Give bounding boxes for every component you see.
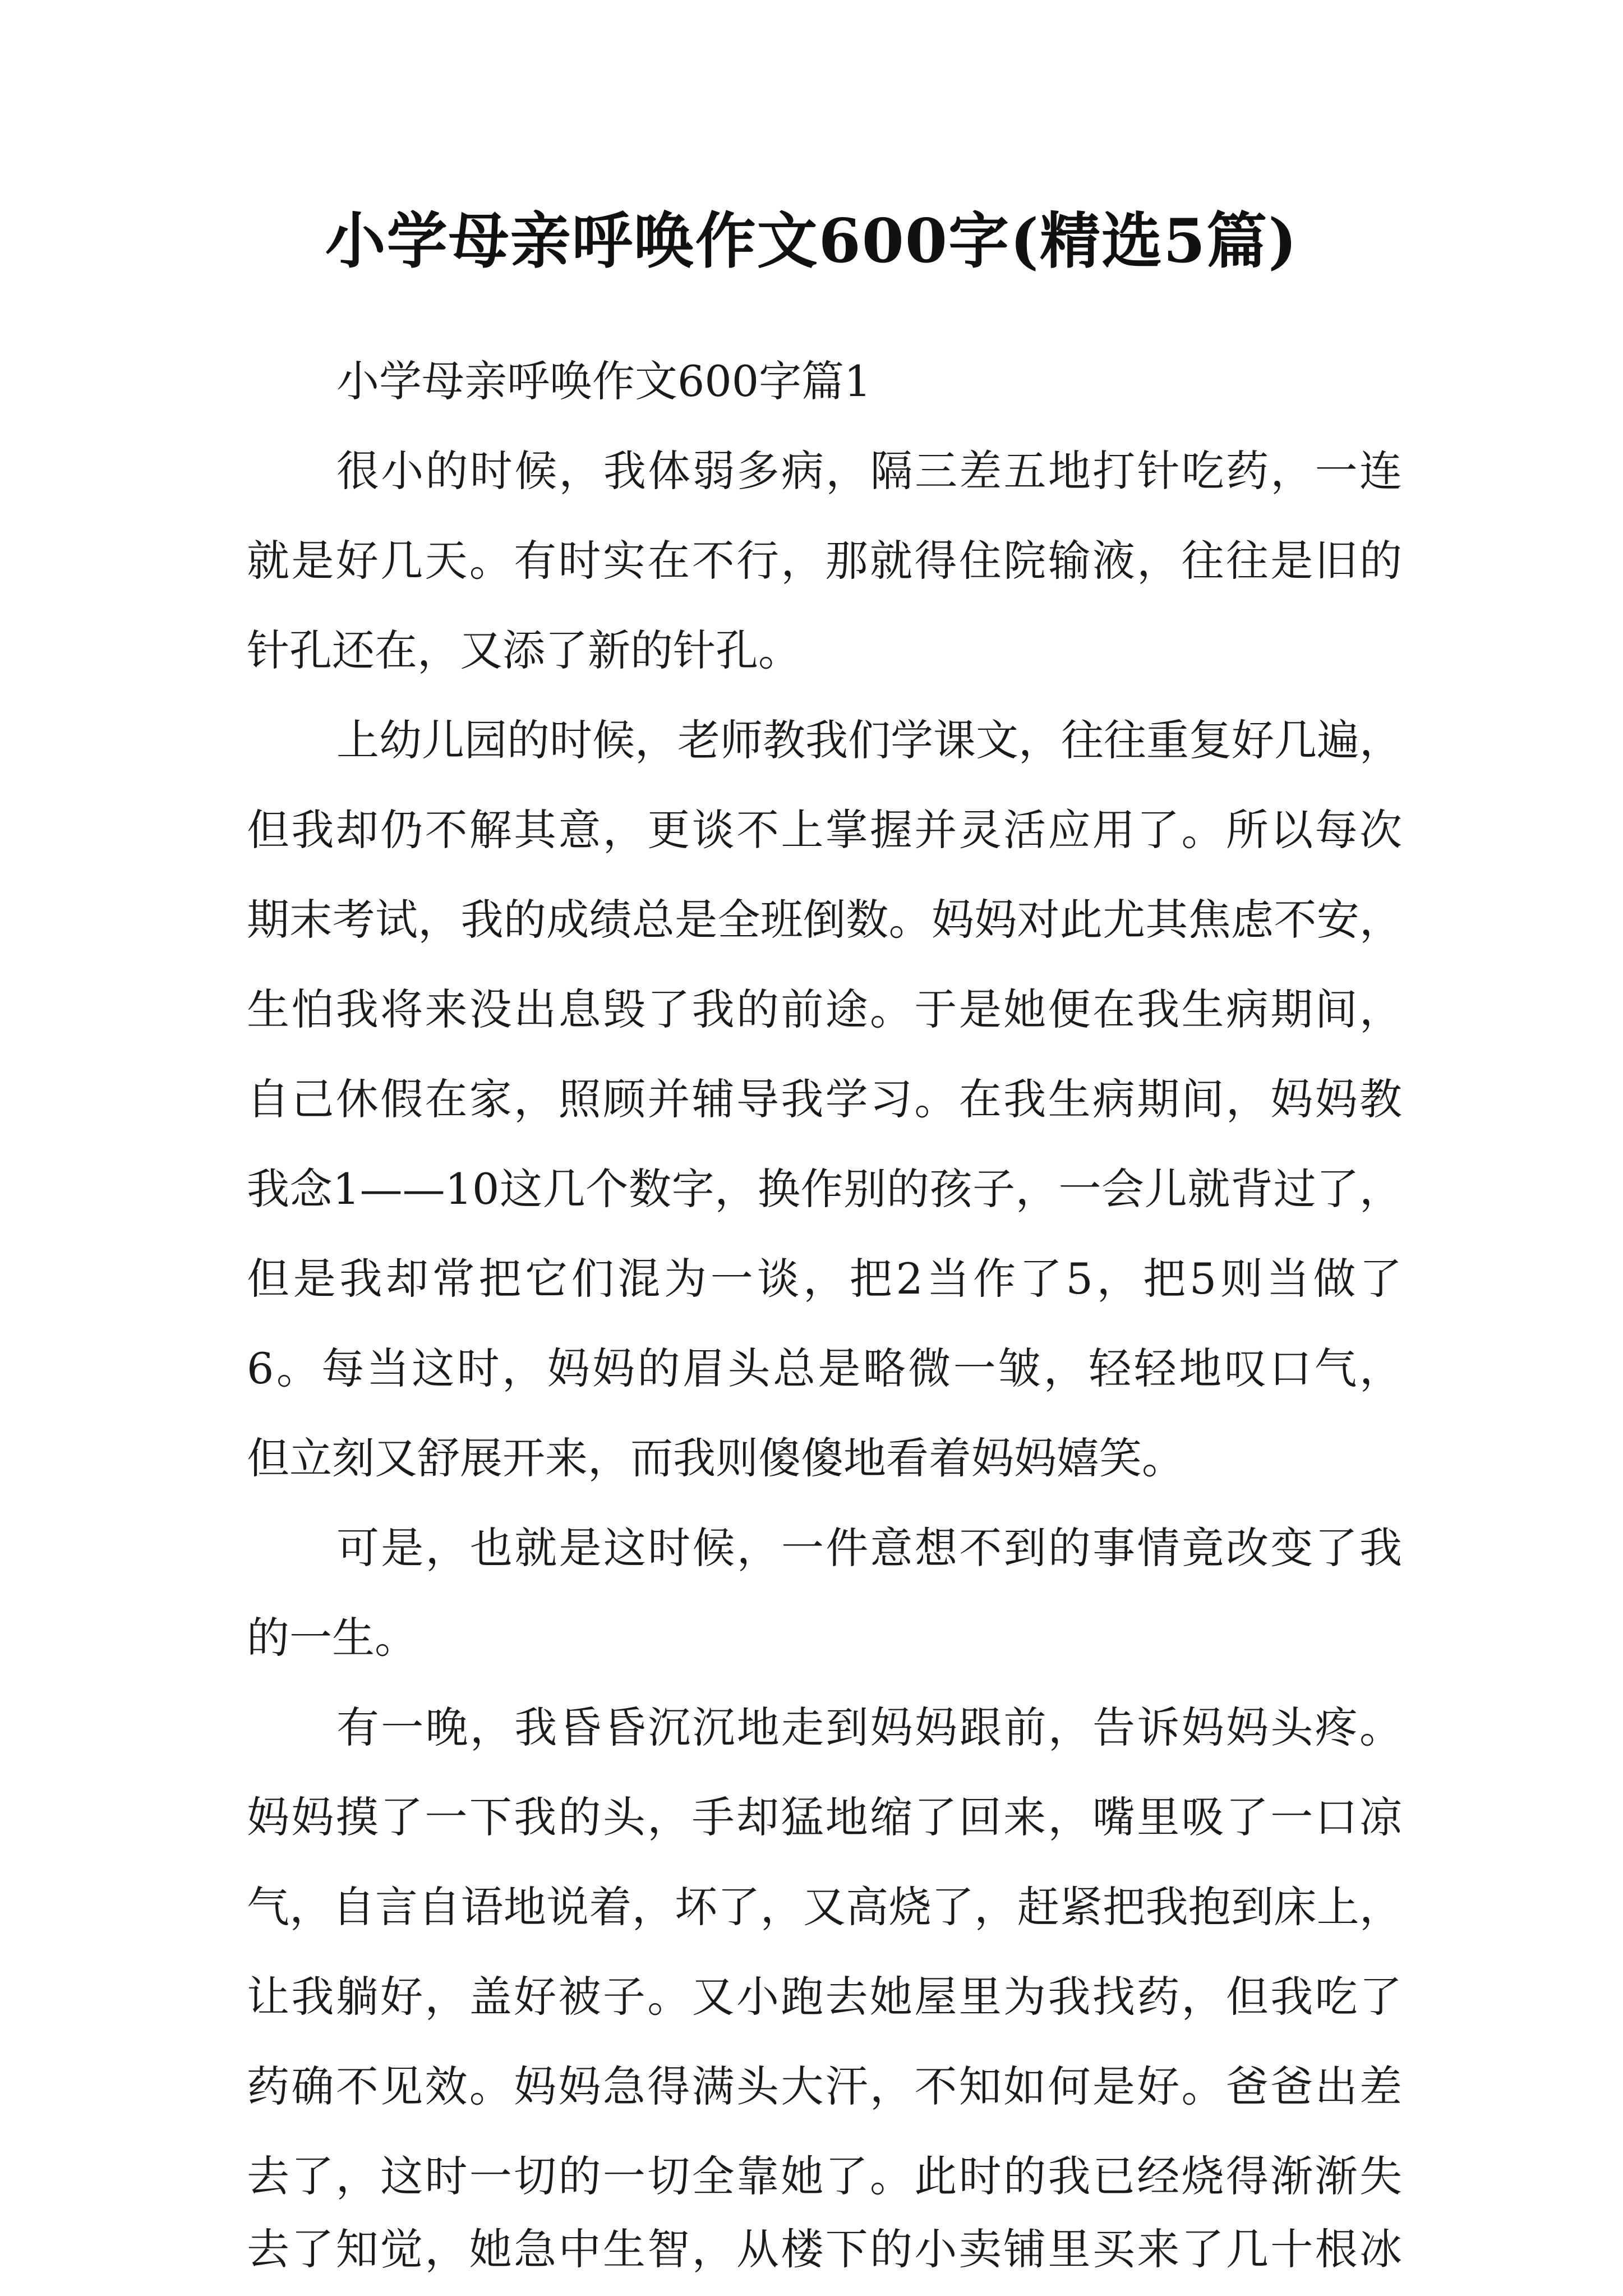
- paragraph-line: 的一生。: [247, 1613, 417, 1663]
- paragraph-line: 气，自言自语地说着，坏了，又高烧了，赶紧把我抱到床上，: [247, 1882, 1402, 1932]
- paragraph-line: 让我躺好，盖好被子。又小跑去她屋里为我找药，但我吃了: [247, 1972, 1402, 2022]
- paragraph-line: 生怕我将来没出息毁了我的前途。于是她便在我生病期间，: [247, 984, 1402, 1034]
- section-heading: 小学母亲呼唤作文600字篇1: [336, 356, 872, 406]
- paragraph-line: 针孔还在，又添了新的针孔。: [247, 625, 801, 675]
- paragraph-line: 期末考试，我的成绩总是全班倒数。妈妈对此尤其焦虑不安，: [247, 895, 1402, 945]
- paragraph-line: 妈妈摸了一下我的头，手却猛地缩了回来，嘴里吸了一口凉: [247, 1792, 1402, 1842]
- paragraph-line: 但我却仍不解其意，更谈不上掌握并灵活应用了。所以每次: [247, 805, 1402, 855]
- paragraph-line: 但是我却常把它们混为一谈，把2当作了5，把5则当做了: [247, 1254, 1402, 1304]
- paragraph-line: 去了，这时一切的一切全靠她了。此时的我已经烧得渐渐失: [247, 2151, 1402, 2201]
- paragraph-line: 去了知觉，她急中生智，从楼下的小卖铺里买来了几十根冰: [247, 2224, 1402, 2274]
- paragraph-line: 有一晚，我昏昏沉沉地走到妈妈跟前，告诉妈妈头疼。: [336, 1703, 1402, 1752]
- paragraph-line: 我念1——10这几个数字，换作别的孩子，一会儿就背过了，: [247, 1164, 1402, 1214]
- paragraph-line: 药确不见效。妈妈急得满头大汗，不知如何是好。爸爸出差: [247, 2062, 1402, 2111]
- paragraph-line: 就是好几天。有时实在不行，那就得住院输液，往往是旧的: [247, 536, 1402, 586]
- paragraph-line: 上幼儿园的时候，老师教我们学课文，往往重复好几遍，: [336, 715, 1402, 765]
- paragraph-line: 可是，也就是这时候，一件意想不到的事情竟改变了我: [336, 1523, 1402, 1573]
- paragraph-line: 很小的时候，我体弱多病，隔三差五地打针吃药，一连: [336, 446, 1402, 496]
- paragraph-line: 但立刻又舒展开来，而我则傻傻地看着妈妈嬉笑。: [247, 1433, 1184, 1483]
- paragraph-line: 自己休假在家，照顾并辅导我学习。在我生病期间，妈妈教: [247, 1074, 1402, 1124]
- paragraph-line: 6。每当这时，妈妈的眉头总是略微一皱，轻轻地叹口气，: [247, 1343, 1402, 1393]
- document-title: 小学母亲呼唤作文600字(精选5篇): [325, 206, 1298, 277]
